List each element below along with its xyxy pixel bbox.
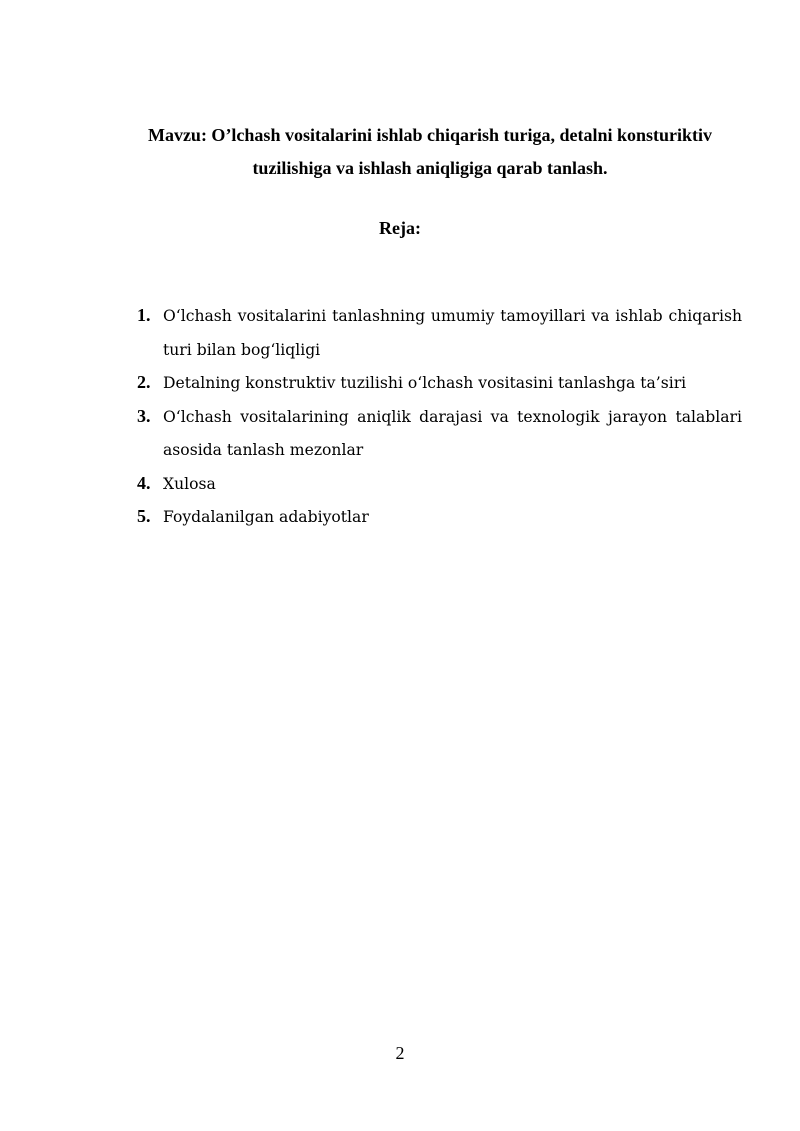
document-title: [120, 119, 740, 185]
plan-item-number: 4.: [137, 472, 151, 493]
plan-list: [137, 299, 742, 534]
title-line-2: tuzilishiga va ishlash aniqligiga qarab tanlash.: [252, 158, 608, 178]
page-number: 2: [395, 1043, 405, 1063]
plan-item-number: 3.: [137, 405, 151, 426]
plan-item-number: 2.: [137, 372, 151, 392]
plan-item-text: O‘lchash vositalarining aniqlik darajasi va texnologik jarayon talablari asosida tanlash mezonlar: [163, 407, 742, 459]
plan-item-5: [137, 500, 742, 534]
title-line-1: Mavzu: O’lchash vositalarini ishlab chiqarish turiga, detalni konsturiktiv: [147, 125, 713, 145]
plan-item-text: Foydalanilgan adabiyotlar: [163, 508, 369, 526]
plan-item-text: O‘lchash vositalarini tanlashning umumiy tamoyillari va ishlab chiqarish turi bilan bog‘liqligi: [163, 307, 742, 359]
plan-item-text: Xulosa: [163, 474, 216, 493]
plan-heading: Reja:: [379, 218, 421, 238]
plan-item-1: [137, 299, 742, 366]
plan-item-number: 5.: [137, 506, 151, 526]
plan-item-4: [137, 467, 742, 501]
plan-item-number: 1.: [137, 305, 151, 325]
plan-item-3: [137, 400, 742, 467]
plan-item-2: [137, 366, 742, 400]
plan-item-text: Detalning konstruktiv tuzilishi o‘lchash vositasini tanlashga ta’siri: [163, 374, 687, 392]
